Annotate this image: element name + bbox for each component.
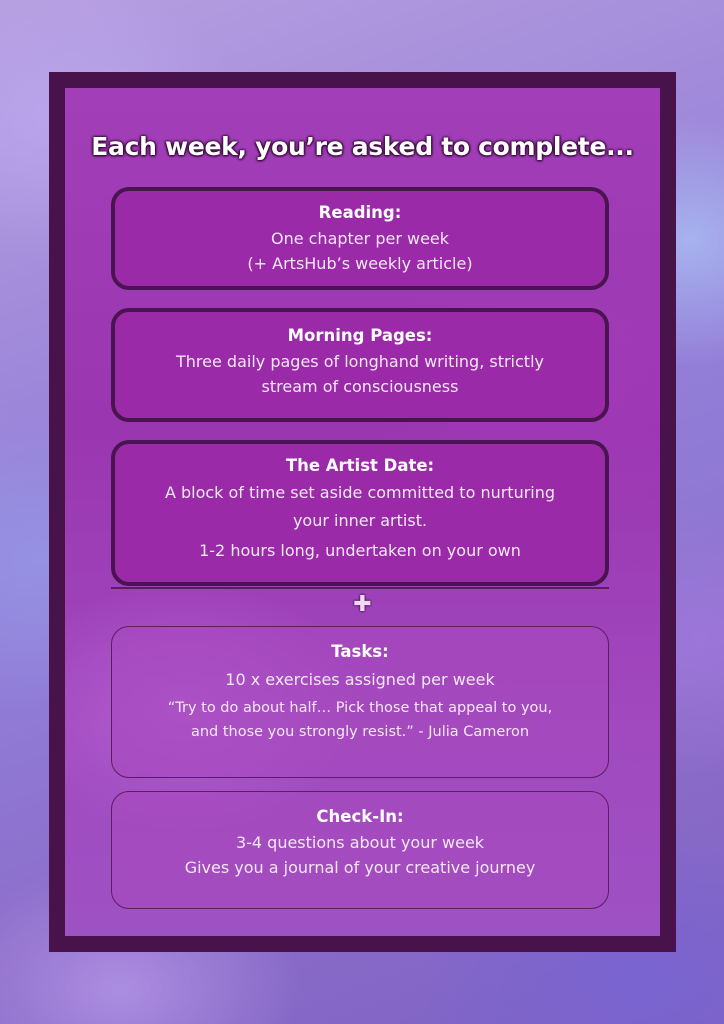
tasks-quote: “Try to do about half… Pick those that appeal to you, — [167, 700, 553, 716]
artist-date-line: 1-2 hours long, undertaken on your own — [199, 541, 521, 560]
check-in-title: Check-In: — [316, 807, 404, 826]
tasks-card — [111, 626, 609, 778]
tasks-title: Tasks: — [331, 642, 389, 661]
artist-date-title: The Artist Date: — [285, 456, 435, 475]
reading-line: (+ ArtsHub’s weekly article) — [247, 254, 473, 273]
reading-line: One chapter per week — [270, 229, 450, 248]
check-in-line: 3-4 questions about your week — [235, 833, 485, 852]
morning-pages-card — [111, 308, 609, 422]
artist-date-line: your inner artist. — [292, 511, 428, 530]
plus-icon: ✚ — [353, 592, 372, 617]
poster-frame — [49, 72, 676, 952]
poster-panel — [65, 88, 660, 936]
artist-date-line: A block of time set aside committed to nurturing — [164, 483, 556, 502]
check-in-line: Gives you a journal of your creative journey — [184, 858, 536, 877]
morning-pages-title: Morning Pages: — [287, 326, 433, 345]
morning-pages-line: Three daily pages of longhand writing, strictly — [176, 352, 544, 371]
tasks-quote: and those you strongly resist.” - Julia Cameron — [190, 724, 530, 740]
morning-pages-line: stream of consciousness — [261, 377, 459, 396]
reading-card — [111, 187, 609, 290]
divider — [111, 587, 609, 589]
check-in-card — [111, 791, 609, 909]
reading-title: Reading: — [318, 203, 402, 222]
tasks-line: 10 x exercises assigned per week — [225, 670, 495, 689]
page-title: Each week, you’re asked to complete... — [91, 132, 634, 161]
artist-date-card — [111, 440, 609, 586]
